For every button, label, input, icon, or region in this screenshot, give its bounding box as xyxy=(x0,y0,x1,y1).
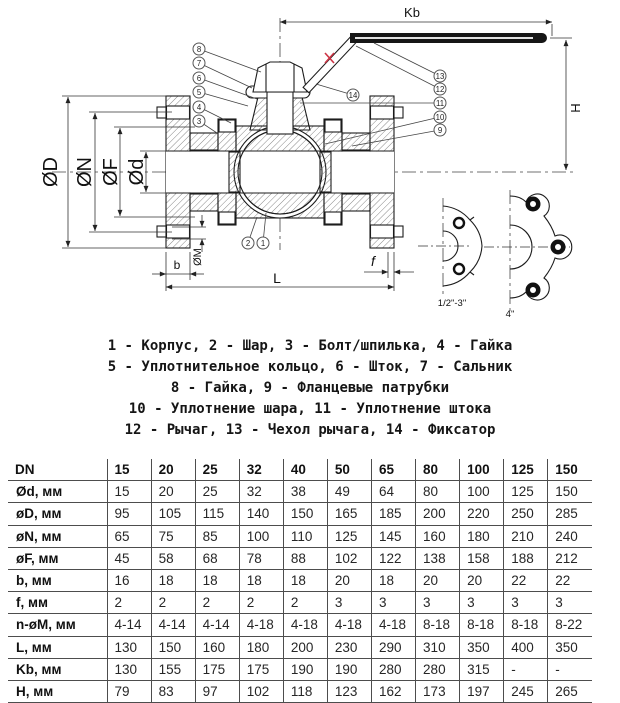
dim-label-b: b xyxy=(173,258,181,272)
table-cell: 3 xyxy=(416,592,460,614)
callout-number: 8 xyxy=(196,44,202,54)
table-cell: 350 xyxy=(460,636,504,658)
table-cell: 18 xyxy=(151,569,195,591)
dim-label-diad: Ød xyxy=(126,158,148,186)
legend-line: 12 - Рычаг, 13 - Чехол рычага, 14 - Фиксатор xyxy=(124,422,496,438)
legend-line: 5 - Уплотнительное кольцо, 6 - Шток, 7 - Сальник xyxy=(107,359,513,375)
dim-label-diaN: ØN xyxy=(74,157,96,187)
table-cell: 158 xyxy=(460,547,504,569)
table-cell: 115 xyxy=(195,503,239,525)
body-bolt xyxy=(219,120,235,132)
table-cell: 122 xyxy=(371,547,415,569)
table-row xyxy=(8,636,592,658)
parts-legend xyxy=(0,336,620,441)
table-cell: 197 xyxy=(460,680,504,702)
table-cell: 32 xyxy=(239,481,283,503)
table-cell: 290 xyxy=(371,636,415,658)
table-cell: 3 xyxy=(548,592,592,614)
table-cell: 49 xyxy=(327,481,371,503)
table-cell: 97 xyxy=(195,680,239,702)
table-cell: 175 xyxy=(195,658,239,680)
row-label: L, мм xyxy=(16,639,52,655)
callout-14 xyxy=(316,84,359,101)
table-cell: 175 xyxy=(239,658,283,680)
dim-label-h: H xyxy=(568,103,583,113)
table-cell: 25 xyxy=(195,481,239,503)
table-row xyxy=(8,547,592,569)
valve-body-section xyxy=(157,33,547,248)
dim-label-diaM: ØM xyxy=(192,248,204,266)
bolt-hole xyxy=(454,264,464,274)
table-cell: 145 xyxy=(371,525,415,547)
table-cell: 210 xyxy=(504,525,548,547)
table-cell: 3 xyxy=(504,592,548,614)
col-header-dn: DN xyxy=(15,462,35,478)
table-cell: 400 xyxy=(504,636,548,658)
table-cell: 4-18 xyxy=(371,614,415,636)
legend-line: 1 - Корпус, 2 - Шар, 3 - Болт/шпилька, 4 - Гайка xyxy=(107,338,513,354)
col-header-dn-25: 25 xyxy=(195,459,239,481)
table-cell: 138 xyxy=(416,547,460,569)
dim-label-L: L xyxy=(273,270,281,286)
table-cell: 100 xyxy=(239,525,283,547)
table-cell: 8-18 xyxy=(460,614,504,636)
table-cell: 78 xyxy=(239,547,283,569)
table-cell: 230 xyxy=(327,636,371,658)
table-cell: 162 xyxy=(371,680,415,702)
callout-13 xyxy=(374,43,446,82)
callout-number: 13 xyxy=(435,71,445,81)
end-view-small-label: 1/2"-3" xyxy=(437,298,467,309)
row-label: Kb, мм xyxy=(16,661,62,677)
callout-number: 9 xyxy=(437,125,443,135)
row-label: f, мм xyxy=(16,595,48,611)
col-header-dn-20: 20 xyxy=(151,459,195,481)
callout-number: 1 xyxy=(260,238,266,248)
table-cell: 4-18 xyxy=(283,614,327,636)
table-row xyxy=(8,658,592,680)
callout-3 xyxy=(193,115,217,133)
table-cell: 102 xyxy=(327,547,371,569)
table-cell: 200 xyxy=(283,636,327,658)
end-view-small xyxy=(418,198,482,309)
callout-number: 3 xyxy=(196,116,202,126)
table-cell: 20 xyxy=(151,481,195,503)
legend-line: 10 - Уплотнение шара, 11 - Уплотнение штока xyxy=(128,401,492,417)
col-header-dn-100: 100 xyxy=(460,459,504,481)
callout-number: 6 xyxy=(196,73,202,83)
table-cell: 20 xyxy=(460,569,504,591)
dim-label-diaF: ØF xyxy=(100,158,122,186)
valve-technical-drawing xyxy=(0,0,620,334)
table-cell: 105 xyxy=(151,503,195,525)
callout-12 xyxy=(356,46,446,95)
table-row xyxy=(8,481,592,503)
dim-label-diaD: ØD xyxy=(40,157,62,187)
ball-seat xyxy=(229,152,240,192)
row-label: øF, мм xyxy=(16,550,59,566)
table-cell: 250 xyxy=(504,503,548,525)
table-cell: 65 xyxy=(107,525,151,547)
table-cell: 150 xyxy=(151,636,195,658)
col-header-dn-150: 150 xyxy=(548,459,592,481)
table-cell: 190 xyxy=(327,658,371,680)
table-cell: 110 xyxy=(283,525,327,547)
table-cell: 85 xyxy=(195,525,239,547)
callout-number: 10 xyxy=(435,112,445,122)
table-cell: 83 xyxy=(151,680,195,702)
col-header-dn-15: 15 xyxy=(107,459,151,481)
table-row xyxy=(8,680,592,702)
dimensions-table xyxy=(8,459,592,703)
table-cell: 285 xyxy=(548,503,592,525)
table-cell: 75 xyxy=(151,525,195,547)
table-cell: 212 xyxy=(548,547,592,569)
table-cell: - xyxy=(548,658,592,680)
col-header-dn-65: 65 xyxy=(371,459,415,481)
table-cell: 173 xyxy=(416,680,460,702)
table-cell: 64 xyxy=(371,481,415,503)
table-cell: 123 xyxy=(327,680,371,702)
dim-label-f: f xyxy=(371,253,375,269)
table-cell: 180 xyxy=(460,525,504,547)
table-row xyxy=(8,592,592,614)
table-cell: - xyxy=(504,658,548,680)
dimensions-table-wrap xyxy=(8,459,592,703)
table-cell: 125 xyxy=(327,525,371,547)
row-label: b, мм xyxy=(16,573,52,589)
table-cell: 20 xyxy=(416,569,460,591)
table-cell: 20 xyxy=(327,569,371,591)
table-cell: 2 xyxy=(151,592,195,614)
table-cell: 185 xyxy=(371,503,415,525)
table-cell: 4-14 xyxy=(151,614,195,636)
callout-number: 5 xyxy=(196,87,202,97)
row-label: øN, мм xyxy=(16,528,62,544)
callout-number: 11 xyxy=(435,98,445,108)
table-cell: 18 xyxy=(371,569,415,591)
table-cell: 155 xyxy=(151,658,195,680)
table-cell: 315 xyxy=(460,658,504,680)
table-cell: 3 xyxy=(371,592,415,614)
callout-number: 4 xyxy=(196,102,202,112)
col-header-dn-40: 40 xyxy=(283,459,327,481)
table-cell: 95 xyxy=(107,503,151,525)
table-cell: 280 xyxy=(371,658,415,680)
table-cell: 130 xyxy=(107,658,151,680)
bolt-hole xyxy=(454,218,464,228)
callout-number: 2 xyxy=(245,238,251,248)
table-cell: 220 xyxy=(460,503,504,525)
table-cell: 80 xyxy=(416,481,460,503)
table-cell: 79 xyxy=(107,680,151,702)
table-cell: 180 xyxy=(239,636,283,658)
table-cell: 38 xyxy=(283,481,327,503)
table-cell: 280 xyxy=(416,658,460,680)
dim-label-kb: Kb xyxy=(404,5,420,20)
table-cell: 188 xyxy=(504,547,548,569)
col-header-dn-80: 80 xyxy=(416,459,460,481)
table-cell: 265 xyxy=(548,680,592,702)
table-cell: 2 xyxy=(283,592,327,614)
table-cell: 118 xyxy=(283,680,327,702)
table-cell: 240 xyxy=(548,525,592,547)
table-cell: 165 xyxy=(327,503,371,525)
table-cell: 2 xyxy=(239,592,283,614)
table-cell: 22 xyxy=(504,569,548,591)
table-cell: 130 xyxy=(107,636,151,658)
col-header-dn-50: 50 xyxy=(327,459,371,481)
table-cell: 2 xyxy=(195,592,239,614)
table-cell: 160 xyxy=(416,525,460,547)
table-cell: 102 xyxy=(239,680,283,702)
table-cell: 4-18 xyxy=(239,614,283,636)
table-cell: 45 xyxy=(107,547,151,569)
table-cell: 8-18 xyxy=(416,614,460,636)
table-cell: 100 xyxy=(460,481,504,503)
table-cell: 125 xyxy=(504,481,548,503)
table-row xyxy=(8,525,592,547)
table-cell: 4-14 xyxy=(107,614,151,636)
table-cell: 18 xyxy=(195,569,239,591)
table-cell: 2 xyxy=(107,592,151,614)
stem-nut xyxy=(253,62,307,92)
handle-arm xyxy=(303,37,356,92)
legend-line: 8 - Гайка, 9 - Фланцевые патрубки xyxy=(170,380,450,396)
table-cell: 160 xyxy=(195,636,239,658)
callout-number: 14 xyxy=(348,90,358,100)
table-cell: 200 xyxy=(416,503,460,525)
table-row xyxy=(8,569,592,591)
table-cell: 8-22 xyxy=(548,614,592,636)
table-cell: 310 xyxy=(416,636,460,658)
table-cell: 150 xyxy=(283,503,327,525)
table-cell: 18 xyxy=(283,569,327,591)
table-cell: 350 xyxy=(548,636,592,658)
table-cell: 68 xyxy=(195,547,239,569)
callout-number: 7 xyxy=(196,58,202,68)
table-cell: 150 xyxy=(548,481,592,503)
table-row xyxy=(8,614,592,636)
callout-2 xyxy=(242,217,257,249)
col-header-dn-125: 125 xyxy=(504,459,548,481)
stem xyxy=(267,92,293,134)
end-view-large-label: 4" xyxy=(505,309,515,320)
table-cell: 140 xyxy=(239,503,283,525)
table-header-row xyxy=(8,459,592,481)
table-cell: 3 xyxy=(327,592,371,614)
row-label: n-øM, мм xyxy=(16,617,76,633)
col-header-dn-32: 32 xyxy=(239,459,283,481)
table-cell: 8-18 xyxy=(504,614,548,636)
table-cell: 190 xyxy=(283,658,327,680)
table-cell: 16 xyxy=(107,569,151,591)
table-cell: 58 xyxy=(151,547,195,569)
row-label: H, мм xyxy=(16,683,54,699)
callout-number: 12 xyxy=(435,84,445,94)
table-cell: 4-14 xyxy=(195,614,239,636)
table-cell: 245 xyxy=(504,680,548,702)
table-cell: 15 xyxy=(107,481,151,503)
table-row xyxy=(8,503,592,525)
end-view-large xyxy=(484,190,572,320)
row-label: Ød, мм xyxy=(16,484,63,500)
table-cell: 18 xyxy=(239,569,283,591)
table-cell: 22 xyxy=(548,569,592,591)
table-cell: 3 xyxy=(460,592,504,614)
table-cell: 4-18 xyxy=(327,614,371,636)
table-cell: 88 xyxy=(283,547,327,569)
row-label: øD, мм xyxy=(16,506,62,522)
